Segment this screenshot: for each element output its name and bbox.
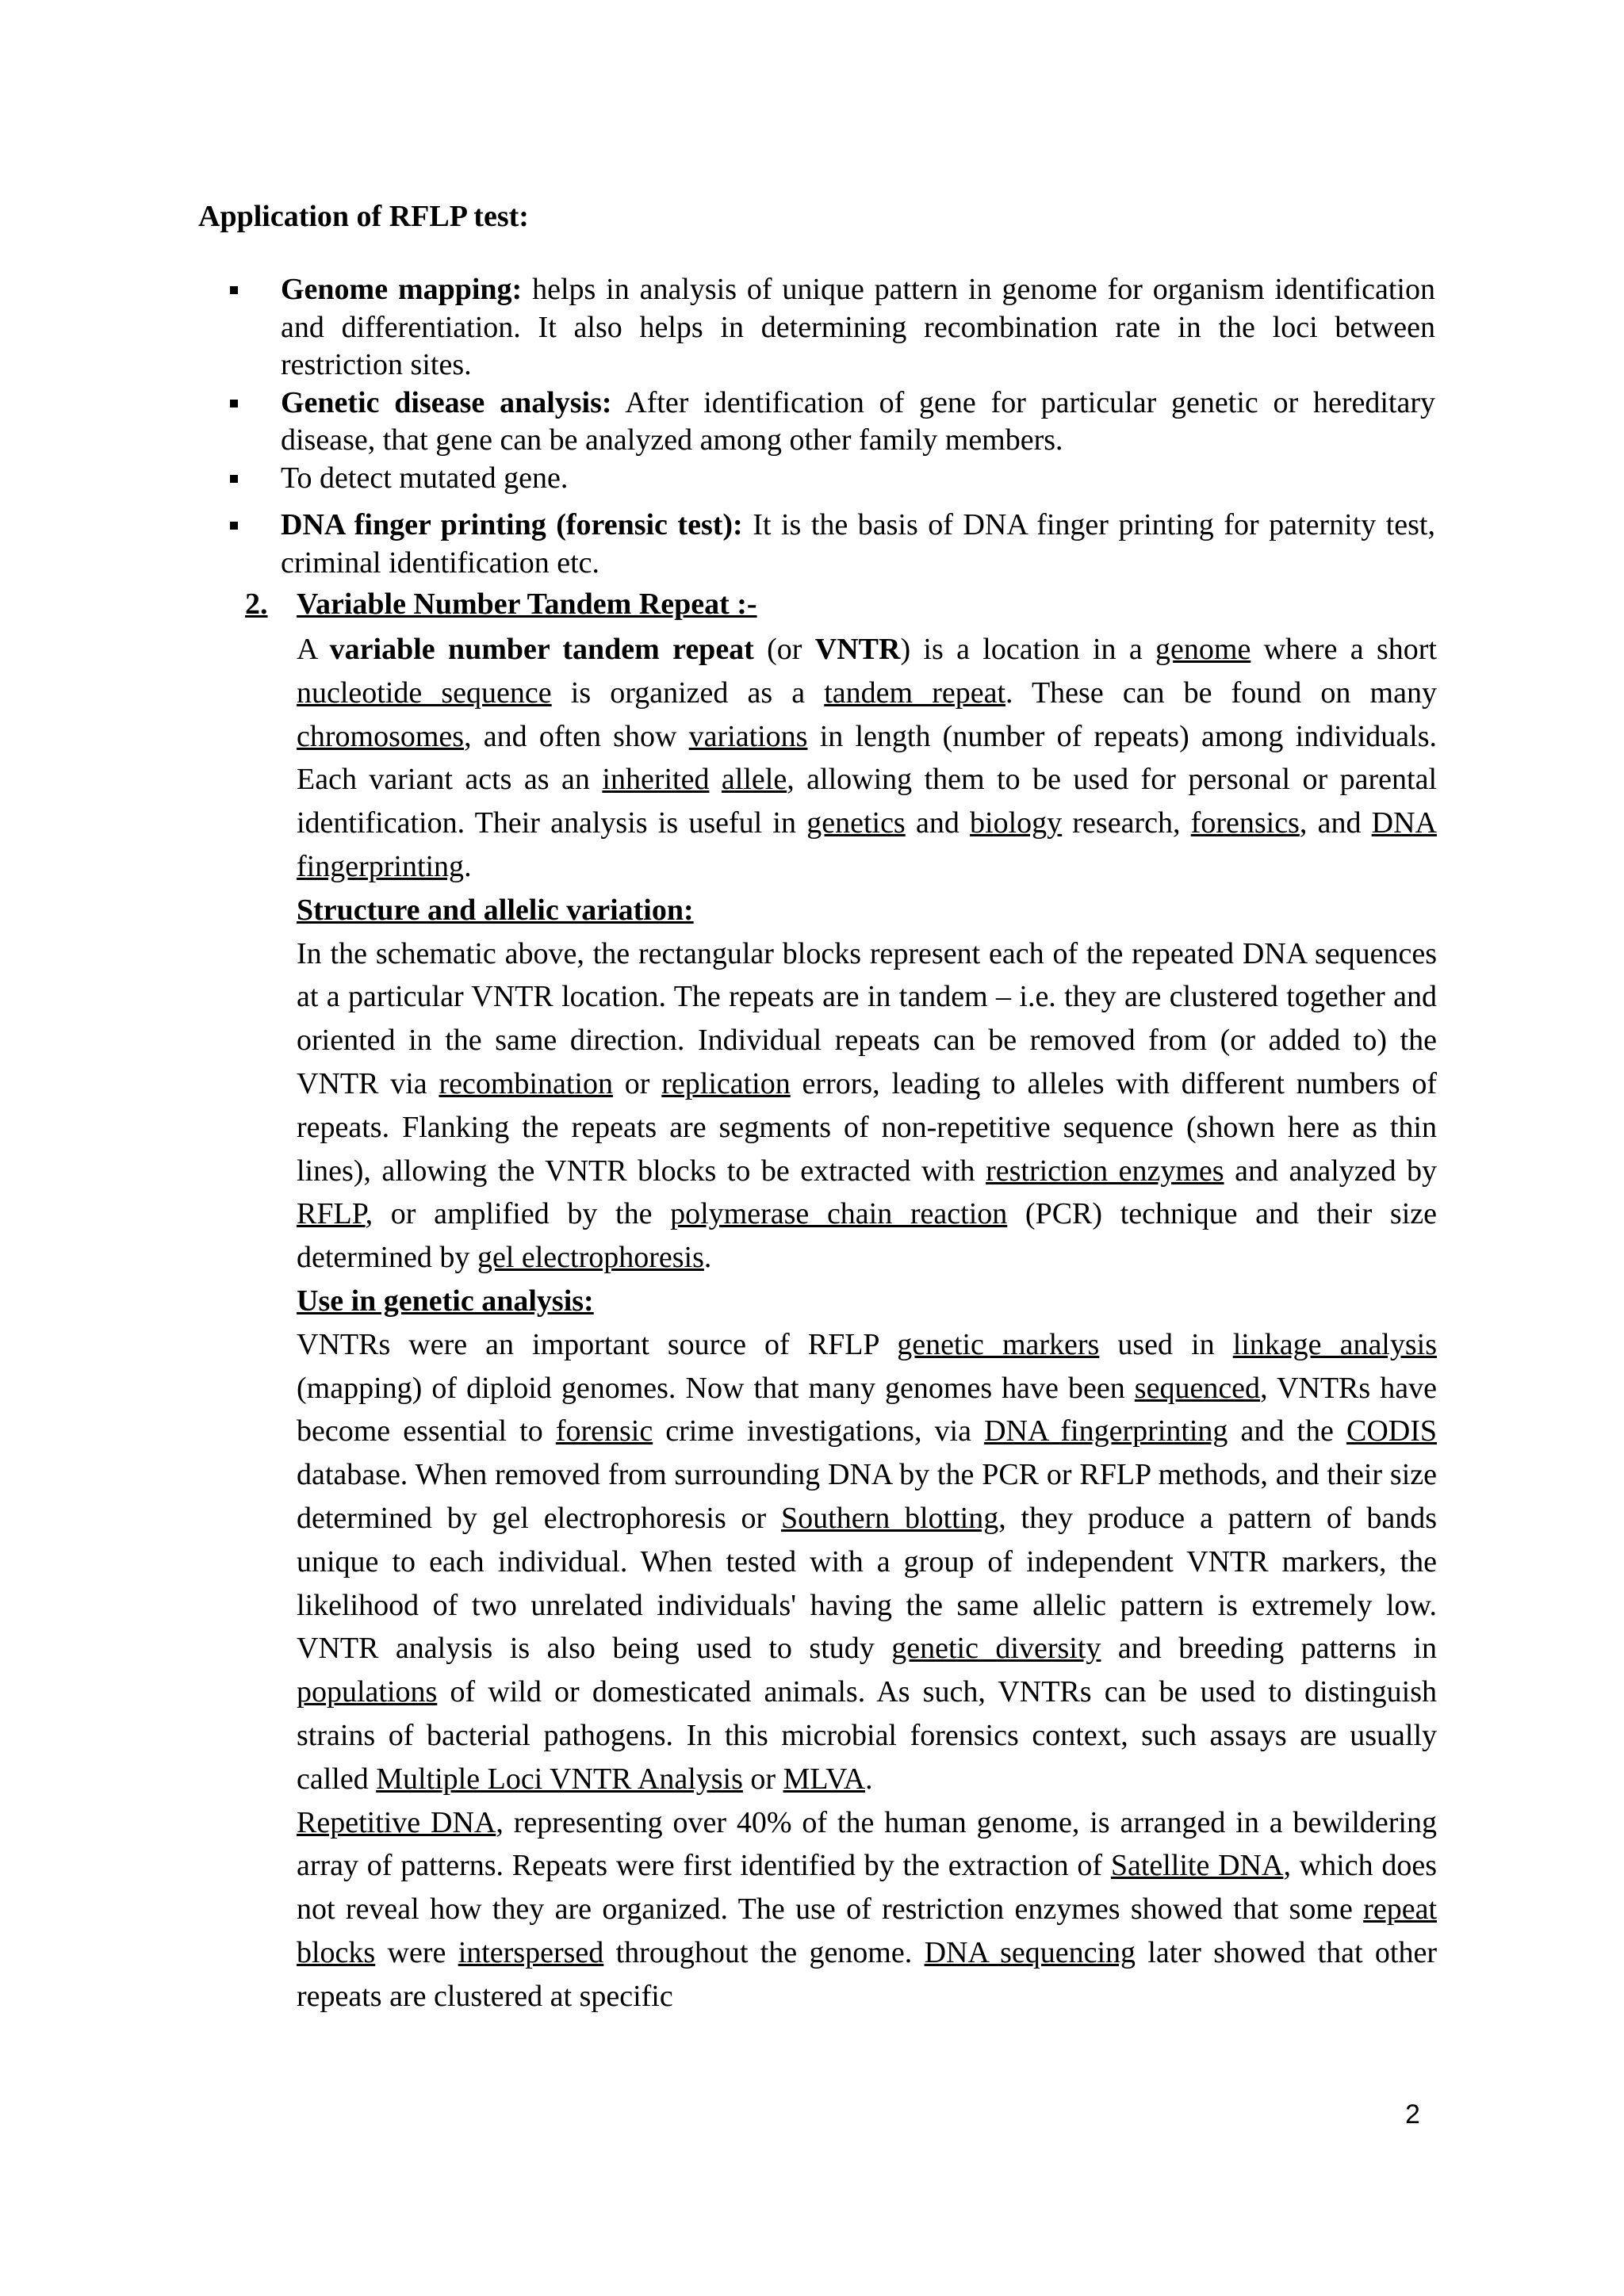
bullet-term: Genetic disease analysis:	[281, 385, 612, 419]
text-run: . These can be found on many	[1005, 675, 1437, 710]
text-run: and analyzed by	[1224, 1154, 1438, 1188]
square-bullet-icon	[230, 522, 238, 530]
link-mlva-full[interactable]: Multiple Loci VNTR Analysis	[376, 1762, 743, 1796]
section-number: 2.	[245, 587, 268, 621]
text-run	[709, 763, 721, 796]
link-chromosomes[interactable]: chromosomes	[297, 719, 465, 753]
text-run: , VNTRs have become essential to	[297, 1371, 1437, 1448]
text-run: of wild or domesticated animals. As such, VNTRs can be used to distinguish strains of bacterial pathogens. In this microbial forensics context, such assays are usually called	[297, 1675, 1437, 1796]
section-title-row	[245, 587, 1437, 628]
link-forensic[interactable]: forensic	[555, 1414, 653, 1448]
text-run: crime investigations, via	[653, 1414, 985, 1448]
link-repetitive-dna[interactable]: Repetitive DNA	[297, 1805, 496, 1839]
text-run: VNTRs were an important source of RFLP	[297, 1327, 898, 1361]
text-run: or	[612, 1066, 662, 1100]
text-run: and the	[1228, 1414, 1346, 1448]
link-biology[interactable]: biology	[970, 806, 1063, 840]
link-populations[interactable]: populations	[297, 1675, 438, 1709]
link-recombination[interactable]: recombination	[439, 1066, 613, 1100]
square-bullet-icon	[230, 475, 238, 483]
link-tandem-repeat[interactable]: tandem repeat	[824, 675, 1006, 710]
link-inherited[interactable]: inherited	[602, 763, 710, 797]
section-title: Variable Number Tandem Repeat :-	[297, 587, 757, 621]
section-body	[297, 628, 1437, 2019]
link-replication[interactable]: replication	[661, 1066, 791, 1100]
text-run: were	[375, 1935, 458, 1969]
text-run: (PCR) technique and their size determined by	[297, 1197, 1437, 1275]
link-forensics[interactable]: forensics	[1190, 806, 1300, 840]
bullet-text: After identification of gene for particular genetic or hereditary disease, that gene can be analyzed among other family members.	[281, 385, 1436, 457]
text-run: , which does not reveal how they are organized. The use of restriction enzymes showed that some	[297, 1849, 1437, 1927]
repetitive-paragraph	[297, 1801, 1437, 2019]
link-satellite-dna[interactable]: Satellite DNA	[1110, 1849, 1284, 1883]
page-heading: Application of RFLP test:	[198, 200, 529, 233]
link-genetic-diversity[interactable]: genetic diversity	[891, 1632, 1101, 1666]
list-item	[230, 507, 1435, 582]
text-run: in length (number of repeats) among individuals. Each variant acts as an	[297, 719, 1437, 797]
text-run: A	[297, 633, 330, 666]
link-repeat-blocks[interactable]: repeat blocks	[297, 1892, 1437, 1969]
link-restriction-enzymes[interactable]: restriction enzymes	[986, 1154, 1224, 1188]
link-mlva[interactable]: MLVA	[783, 1762, 866, 1796]
list-item	[230, 271, 1435, 385]
page-number: 2	[1405, 2099, 1420, 2130]
subheading-structure: Structure and allelic variation:	[297, 893, 694, 927]
link-codis[interactable]: CODIS	[1346, 1414, 1438, 1448]
text-run: , or amplified by the	[365, 1197, 671, 1231]
bold-term: VNTR	[814, 633, 901, 666]
link-gel-electrophoresis[interactable]: gel electrophoresis	[477, 1241, 704, 1275]
text-run: where a short	[1251, 633, 1437, 666]
text-run: .	[464, 849, 472, 883]
link-pcr[interactable]: polymerase chain reaction	[670, 1197, 1008, 1231]
application-list	[230, 271, 1435, 582]
text-run: database. When removed from surrounding DNA by the PCR or RFLP methods, and their size determined by gel electrophoresis or	[297, 1458, 1437, 1535]
link-genetic-markers[interactable]: genetic markers	[897, 1327, 1100, 1361]
list-item	[230, 385, 1435, 460]
link-interspersed[interactable]: interspersed	[458, 1935, 604, 1969]
text-run: ) is a location in a	[900, 633, 1156, 666]
text-run: , allowing them to be used for personal or parental identification. Their analysis is useful in	[297, 763, 1438, 840]
link-allele[interactable]: allele	[721, 763, 787, 797]
text-run: or	[742, 1762, 783, 1796]
text-run: and	[905, 806, 971, 840]
link-linkage-analysis[interactable]: linkage analysis	[1232, 1327, 1437, 1361]
link-nucleotide-sequence[interactable]: nucleotide sequence	[297, 675, 552, 710]
text-run: , representing over 40% of the human genome, is arranged in a bewildering array of patterns. Repeats were first identified by the extraction of	[297, 1805, 1437, 1883]
link-dna-fingerprinting[interactable]: DNA fingerprinting	[984, 1414, 1228, 1448]
link-southern-blotting[interactable]: Southern blotting	[781, 1501, 999, 1535]
link-variations[interactable]: variations	[688, 719, 808, 753]
text-run: throughout the genome.	[603, 1935, 925, 1969]
text-run: , and	[1299, 806, 1372, 840]
text-run: and breeding patterns in	[1101, 1632, 1437, 1666]
link-dna-sequencing[interactable]: DNA sequencing	[924, 1935, 1136, 1969]
list-item	[230, 460, 1435, 498]
bullet-text: To detect mutated gene.	[281, 461, 569, 495]
use-paragraph	[297, 1323, 1437, 1801]
text-run: errors, leading to alleles with different numbers of repeats. Flanking the repeats are segments of non-repetitive sequence (shown here as thin lines), allowing the VNTR blocks to be extracted with	[297, 1066, 1437, 1188]
bullet-text: It is the basis of DNA finger printing for paternity test, criminal identification etc.	[281, 508, 1435, 580]
subheading-use: Use in genetic analysis:	[297, 1284, 594, 1318]
structure-paragraph	[297, 932, 1437, 1280]
text-run: research,	[1062, 806, 1191, 840]
text-run: , and often show	[464, 719, 689, 753]
bullet-text: helps in analysis of unique pattern in genome for organism identification and differentiation. It also helps in determining recombination rate in the loci between restriction sites.	[281, 273, 1435, 381]
bold-term: variable number tandem repeat	[329, 633, 754, 666]
link-genome[interactable]: genome	[1155, 633, 1251, 666]
text-run: used in	[1099, 1327, 1233, 1361]
link-genetics[interactable]: genetics	[806, 806, 906, 840]
text-run: (mapping) of diploid genomes. Now that many genomes have been	[297, 1371, 1135, 1405]
text-run: later showed that other repeats are clustered at specific	[297, 1935, 1437, 2013]
link-sequenced[interactable]: sequenced	[1134, 1371, 1261, 1405]
link-rflp[interactable]: RFLP	[297, 1197, 366, 1231]
square-bullet-icon	[230, 286, 238, 294]
text-run: .	[865, 1762, 873, 1796]
text-run: In the schematic above, the rectangular blocks represent each of the repeated DNA sequences at a particular VNTR location. The repeats are in tandem – i.e. they are clustered together and oriented in the same direction. Individual repeats can be removed from (or added to) the VNTR via	[297, 936, 1437, 1100]
text-run: , they produce a pattern of bands unique to each individual. When tested with a group of independent VNTR markers, the likelihood of two unrelated individuals' having the same allelic pattern is extremely low. VNTR analysis is also being used to study	[297, 1501, 1437, 1666]
text-run: (or	[753, 633, 815, 666]
text-run: is organized as a	[551, 675, 825, 710]
vntr-section	[245, 587, 1437, 2019]
link-dna-fingerprinting[interactable]: DNA fingerprinting	[297, 806, 1437, 883]
text-run: .	[703, 1241, 712, 1275]
square-bullet-icon	[230, 400, 238, 408]
bullet-term: DNA finger printing (forensic test):	[281, 508, 743, 541]
bullet-term: Genome mapping:	[281, 273, 523, 306]
intro-paragraph	[297, 628, 1437, 889]
